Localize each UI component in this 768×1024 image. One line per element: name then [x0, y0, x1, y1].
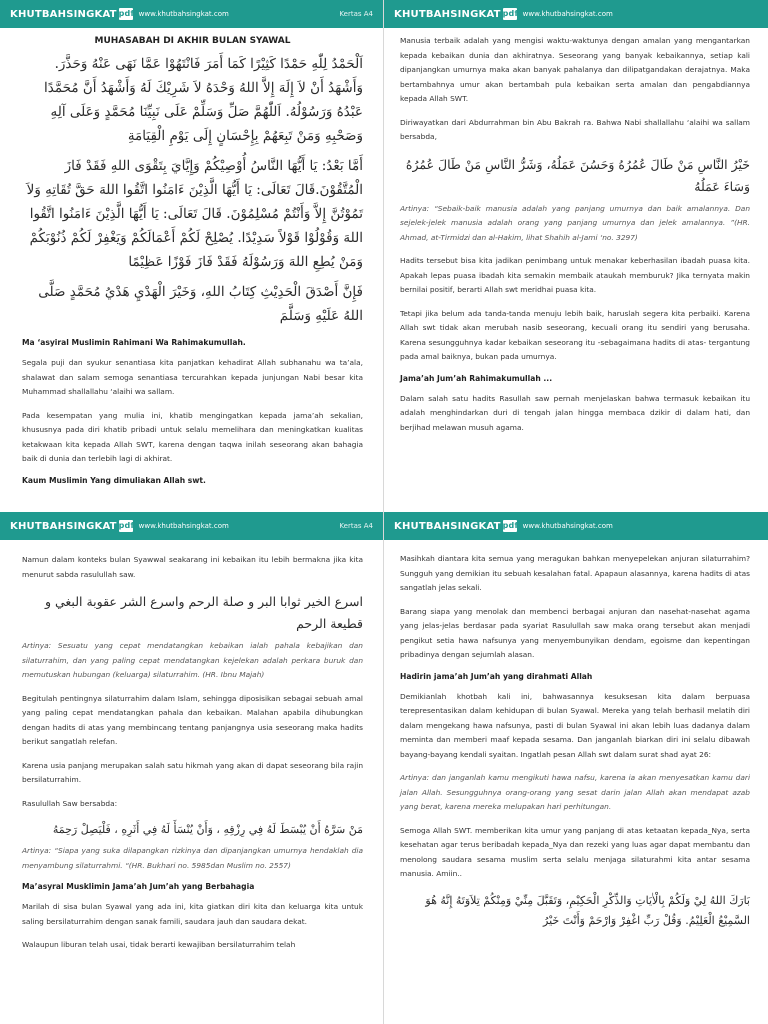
page-1 — [0, 0, 384, 512]
section-heading: Ma’asyral Musklimin Jama’ah Jum’ah yang Berbahagia — [22, 882, 255, 891]
site-url[interactable]: www.khutbahsingkat.com — [138, 10, 229, 18]
paper-size-label: Kertas A4 — [339, 522, 373, 530]
section-heading: Jama’ah Jum’ah Rahimakumullah ... — [400, 373, 553, 383]
paragraph: Namun dalam konteks bulan Syawwal seakarang ini kebaikan itu lebih bermakna jika kita menurut sabda rasulullah saw. — [22, 555, 363, 579]
brand[interactable]: KHUTBAHSINGKAT pdf — [10, 8, 135, 20]
page-header — [0, 0, 383, 28]
greeting-heading: Ma ‘asyiral Muslimin Rahimani Wa Rahimakumullah. — [22, 338, 246, 347]
brand[interactable]: KHUTBAHSINGKAT pdf — [394, 8, 519, 20]
section-heading: Kaum Muslimin Yang dimuliakan Allah swt. — [22, 475, 206, 485]
site-url[interactable]: www.khutbahsingkat.com — [138, 522, 229, 530]
arabic-opening: اَلْحَمْدُ لِلّٰهِ حَمْدًا كَثِيْرًا كَمَا أَمَرَ فَانْتَهُوْا عَمَّا نَهَى عَنْهُ وَحَذَّرَ. وَأَشْهَدُ أَنْ لاَ إِلَهَ إِلاَّ اللهُ وَحْدَهُ لاَ شَرِيْكَ لَهُ وَأَشْهَدُ أَنَّ مُحَمَّدًا عَبْدُهُ وَرَسُوْلُهُ. اَللّٰهُمَّ صَلِّ وَسَلِّمْ عَلَى نَبِيِّنَا مُحَمَّدٍ وَعَلَى آلِهِ وَصَحْبِهِ وَمَنْ تَبِعَهُمْ بِإِحْسَانٍ إِلَى يَوْمِ الْقِيَامَةِ — [44, 56, 363, 144]
translation: Artinya: dan janganlah kamu mengikuti hawa nafsu, karena ia akan menyesatkan kamu dari jalan Allah. Sesungguhnya orang-orang yang sesat darin jalan Allah akan mendapat azab yang berat, karena mereka melupakan hari perhitungan. — [400, 773, 750, 811]
paragraph: Dalam salah satu hadits Rasullah saw pernah menjelaskan bahwa termasuk kebaikan itu adalah menghindarkan duri di tengah jalan hingga membaca dzikir di dalam hati, dan berjihad melawan musuh agama. — [400, 393, 750, 432]
paragraph: Hadits tersebut bisa kita jadikan penimbang untuk menakar keberhasilan ibadah puasa kita. Apakah lepas puasa ibadah kita semakin membaik ataukah memburuk? Jika ternyata makin bernilai positif, berarti Allah swt meridhai puasa kita. — [400, 256, 750, 294]
translation: Artinya: “Sebaik-baik manusia adalah yang panjang umurnya dan baik amalannya. Dan sejelek-jelek manusia adalah orang yang panjang umurnya dan jelek amalannya. ”(HR. Ahmad, at-Tirmidzi dan al-Hakim, lihat Shahih al-Jami ‘no. 3297) — [400, 203, 750, 242]
pdf-logo-icon: pdf — [118, 9, 135, 18]
arabic-hadith: مَنْ سَرَّهُ أَنْ يُبْسَطَ لَهُ فِي رِزْقِهِ ، وَأَنْ يُنْسَأَ لَهُ فِي أَثَرِهِ ، فَلْيَصِلْ رَحِمَهُ — [52, 823, 363, 836]
paragraph: Tetapi jika belum ada tanda-tanda menuju lebih baik, haruslah segera kita perbaiki. Karena Allah swt tidak akan merubah nasib seseorang, kecuali orang itu sendiri yang berusaha. Karena sesungguhnya kadar kebaikan seseorang itu -sebagaimana hadits di atas- tergantung pada amal baiknya, bukan pada umurnya. — [400, 308, 750, 361]
paragraph: Barang siapa yang menolak dan membenci berbagai anjuran dan nasehat-nasehat agama yang jelas-jelas berdasar pada syariat Rasulullah saw maka orang tersebut akan menjadi pengikut setia hawa nafsunya yang menyembunyikan dendam, egoisme dan kepentingan pribadinya dengan sejumlah alasan. — [400, 606, 750, 659]
pdf-logo-icon: pdf — [502, 521, 519, 530]
page-4 — [384, 512, 768, 1024]
translation: Artinya: “Siapa yang suka dilapangkan rizkinya dan dipanjangkan umurnya hendaklah dia menyambung silaturrahmi. “(HR. Bukhari no. 5985dan Muslim no. 2557) — [22, 846, 363, 870]
page-3 — [0, 512, 384, 1024]
paragraph: Manusia terbaik adalah yang mengisi waktu-waktunya dengan amalan yang mengantarkan kepada kebaikan dunia dan akhiratnya. Seseorang yang banyak kebaikannya, setiap kali dipanjangkan umurnya maka akan banyak pahalanya dan dilipatgandakan derajatnya. Maka bertambahnya umur akan bertambah pula kebaikan serta amalan dan pengabdiannya kepada Allah SWT. — [400, 36, 750, 103]
paragraph: Semoga Allah SWT. memberikan kita umur yang panjang di atas ketaatan kepada_Nya, serta kesehatan agar terus beribadah kepada_Nya dan rezeki yang luas agar dapat membantu dan menolong saudara sesama muslim serta selalu menjaga silaturahmi kita antar sesama manusia. Amiin.. — [400, 825, 750, 878]
paragraph: Segala puji dan syukur senantiasa kita panjatkan kehadirat Allah subhanahu wa ta’ala, shalawat dan salam semoga senantiasa tercurahkan kepada junjungan Nabi besar kita Muhammad shallallahu ‘alaihi wa sallam. — [22, 358, 363, 396]
paragraph: Begitulah pentingnya silaturrahim dalam Islam, sehingga diposisikan sebagai sebuah amal yang paling cepat mendatangkan pahala dan kebaikan. Malahan apabila dihubungkan dengan hadits di atas yang membincang tentang panjangnya usia seseorang maka hadits berikut sangatlah relefan. — [22, 693, 363, 746]
arabic-hadith: خَيْرُ النَّاسِ مَنْ طَالَ عُمُرُهُ وَحَسُنَ عَمَلُهُ، وَشَرُّ النَّاسِ مَنْ طَالَ عُمُرُهُ وَسَاءَ عَمَلُهُ — [405, 156, 750, 194]
translation: Artinya: Sesuatu yang cepat mendatangkan kebaikan ialah pahala kebajikan dan silaturrahim, dan yang paling cepat mendatangkan kejelekan adalah perkara buruk dan memutuskan hubungan (keluarga) silaturrahim. (HR. Ibnu Majah) — [22, 641, 363, 679]
page-header — [384, 512, 768, 540]
paragraph: Karena usia panjang merupakan salah satu hikmah yang akan di dapat seseorang bila rajin bersilaturrahim. — [22, 760, 363, 784]
pdf-logo-icon: pdf — [502, 9, 519, 18]
section-heading: Hadirin jama’ah Jum’ah yang dirahmati Allah — [400, 671, 593, 681]
paper-size-label: Kertas A4 — [339, 10, 373, 18]
brand[interactable]: KHUTBAHSINGKAT pdf — [394, 520, 519, 532]
paragraph: Diriwayatkan dari Abdurrahman bin Abu Bakrah ra. Bahwa Nabi shallallahu ‘alaihi wa sallam bersabda, — [400, 117, 750, 141]
brand[interactable]: KHUTBAHSINGKAT pdf — [10, 520, 135, 532]
paragraph: Pada kesempatan yang mulia ini, khatib mengingatkan kepada jama’ah sekalian, khususnya pada diri khatib pribadi untuk selalu memelihara dan meningkatkan kualitas ketakwaan kita kepada Allah SWT, karena dengan taqwa inilah seseorang akan bahagia baik di dunia dan terlebih lagi di akhirat. — [22, 410, 363, 463]
paragraph: Masihkah diantara kita semua yang meragukan bahkan menyepelekan anjuran silaturrahim? Sungguh yang demikian itu sebuah kesalahan fatal. Apapaun alasannya, karena hadits di atas sangatlah jelas sekali. — [400, 554, 750, 592]
site-url[interactable]: www.khutbahsingkat.com — [522, 10, 613, 18]
paragraph: Walaupun liburan telah usai, tidak berarti kewajiban bersilaturrahim telah — [22, 940, 296, 949]
site-url[interactable]: www.khutbahsingkat.com — [522, 522, 613, 530]
arabic-closing: بَارَكَ اللهُ لِيْ وَلَكُمْ بِالْاٰيَاتِ وَالذِّكْرِ الْحَكِيْمِ، وَتَقَبَّلَ مِنِّيْ وَمِنْكُمْ تِلاَوَتَهُ إِنَّهُ هُوَ السَّمِيْعُ الْعَلِيْمُ. وَقُلْ رَبِّ اغْفِرْ وَارْحَمْ وَأَنْتَ خَيْرُ — [425, 893, 750, 927]
paragraph: Rasulullah Saw bersabda: — [22, 798, 118, 808]
arabic-wasiat: أَمَّا بَعْدُ: يَا أَيُّهَا النَّاسُ أُوْصِيْكُمْ وَإِيَّايَ بِتَقْوَى اللهِ فَقَدْ فَازَ الْمُتَّقُوْنَ.قَالَ تَعَالَى: يَا أَيُّهَا الَّذِيْنَ ءَامَنُوا اتَّقُوا اللهَ حَقَّ تُقَاتِهِ وَلاَ تَمُوْتُنَّ إِلاَّ وَأَنْتُمْ مُسْلِمُوْنَ. قَالَ تَعَالَى: يَا أَيُّهَا الَّذِيْنَ ءَامَنُوا اتَّقُوا اللهَ وَقُوْلُوْا قَوْلاً سَدِيْدًا. يُصْلِحْ لَكُمْ أَعْمَالَكُمْ وَيَغْفِرْ لَكُمْ ذُنُوْبَكُمْ وَمَنْ يُطِعِ اللهَ وَرَسُوْلَهُ فَقَدْ فَازَ فَوْزًا عَظِيْمًا — [26, 158, 363, 270]
page-title: MUHASABAH DI AKHIR BULAN SYAWAL — [94, 36, 291, 46]
page-header — [0, 512, 383, 540]
pdf-logo-icon: pdf — [118, 521, 135, 530]
page-2 — [384, 0, 768, 512]
arabic-hadith: فَإِنَّ أَصْدَقَ الْحَدِيْثِ كِتَابُ اللهِ، وَخَيْرَ الْهَدْيِ هَدْيُ مُحَمَّدٍ صَلَّى اللهُ عَلَيْهِ وَسَلَّمَ — [38, 284, 363, 324]
paragraph: Demikianlah khotbah kali ini, bahwasannya kesuksesan kita dalam berpuasa terepresentasikan dalam kehidupan di bulan Syawal. Mereka yang telah berhasil melatih diri dalam mengekang hawa nafsunya, pasti di bulan Syawal ini akan lebih luas dadanya dalam meminta dan memberi maaf kepada sesama. Dan janganlah biarkan diri ini selalu dibawah bayang-bayang kendali syaitan. Ingatlah pesan Allah swt dalam surat shad ayat 26: — [400, 691, 750, 759]
page-header — [384, 0, 768, 28]
arabic-hadith: اسرع الخير ثوابا البر و صلة الرحم واسرع الشر عقوبة البغي و قطيعة الرحم — [44, 594, 363, 631]
paragraph: Marilah di sisa bulan Syawal yang ada ini, kita giatkan diri kita dan keluarga kita untuk saling bersilaturrahim dengan sanak famili, saudara jauh dan saudara dekat. — [22, 902, 363, 926]
